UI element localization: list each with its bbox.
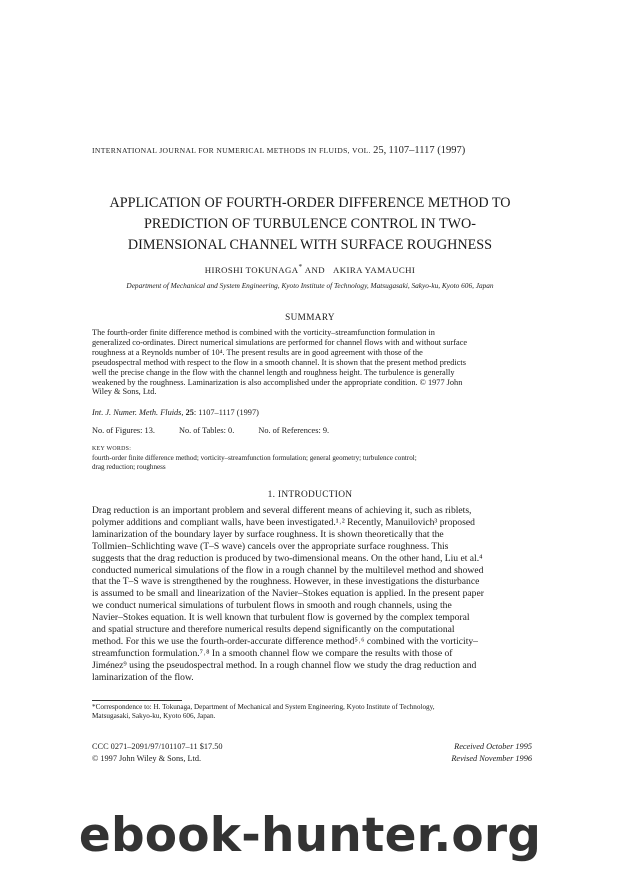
- title-line: DIMENSIONAL CHANNEL WITH SURFACE ROUGHNESS: [127, 237, 493, 253]
- body-line: conducted numerical simulations of the flow in a rough channel by the multilevel method and showed: [92, 564, 484, 576]
- body-line: laminarization of the flow.: [92, 671, 194, 683]
- footer-left: [92, 741, 223, 764]
- footnote-divider: [92, 700, 182, 701]
- keywords-line: fourth-order finite difference method; vorticity–streamfunction formulation; general geometry; turbulence control;: [92, 454, 417, 462]
- citation-pages: : 1107–1117 (1997): [193, 408, 259, 417]
- author-list: [60, 262, 560, 275]
- body-line: streamfunction formulation.⁷˒⁸ In a smooth channel flow we compare the results with those of: [92, 647, 453, 659]
- journal-name: INTERNATIONAL JOURNAL FOR NUMERICAL METHODS IN FLUIDS, VOL.: [92, 146, 371, 155]
- author-name: AKIRA YAMAUCHI: [333, 264, 416, 275]
- abstract-line: pseudospectral method with respect to the flow in a smooth channel. It is shown that the present method predicts: [92, 357, 466, 367]
- body-line: that the T–S wave is strengthened by the roughness. However, in these investigations the disturbance: [92, 576, 480, 588]
- author-conjunction: AND: [304, 264, 326, 275]
- abstract: [92, 328, 532, 397]
- tables-count: No. of Tables: 0.: [179, 426, 235, 435]
- copyright: © 1997 John Wiley & Sons, Ltd.: [92, 753, 202, 763]
- keywords-line: drag reduction; roughness: [92, 463, 166, 471]
- abstract-line: The fourth-order finite difference method is combined with the vorticity–streamfunction formulation in: [92, 328, 435, 337]
- body-line: polymer additions and compliant walls, have been investigated.¹˒² Recently, Manuilovich³ proposed: [92, 516, 475, 528]
- citation-journal: Int. J. Numer. Meth. Fluids: [92, 408, 182, 417]
- body-line: Tollmien–Schlichting wave (T–S wave) cancels over the appropriate surface roughness. This: [92, 540, 449, 552]
- abstract-line: weakened by the roughness. Laminarization is also accomplished under the appropriate condition. © 1977 John: [92, 377, 463, 387]
- revised-date: Revised November 1996: [451, 753, 532, 763]
- title-line: PREDICTION OF TURBULENCE CONTROL IN TWO-: [144, 216, 476, 232]
- keywords-label: KEY WORDS:: [92, 446, 132, 452]
- running-header: [92, 145, 532, 156]
- body-line: laminarization of the boundary layer by surface roughness. It is shown theoretically that the: [92, 528, 444, 540]
- footer-right: [451, 741, 532, 764]
- footnote: [92, 703, 532, 721]
- watermark: ebook-hunter.org: [78, 808, 542, 863]
- keywords: [92, 445, 532, 472]
- body-line: we conduct numerical simulations of turbulent flows in smooth and rough channels, using the: [92, 600, 452, 612]
- figures-count: No. of Figures: 13.: [92, 426, 155, 435]
- abstract-line: generalized co-ordinates. Direct numerical simulations are performed for channel flows with and without surface: [92, 337, 468, 347]
- body-line: and spatial structure and therefore numerical results depend significantly on the computational: [92, 624, 455, 636]
- abstract-line: roughness at a Reynolds number of 10⁴. The present results are in good agreement with those of the: [92, 347, 423, 357]
- summary-heading: SUMMARY: [285, 312, 335, 322]
- body-line: Navier–Stokes equation. It is well known that turbulent flow is governed by the complex temporal: [92, 612, 470, 624]
- body-line: Jiménez⁹ using the pseudospectral method. In a rough channel flow we study the drag reduction and: [92, 659, 477, 671]
- footnote-line: Matsugasaki, Sakyo-ku, Kyoto 606, Japan.: [92, 712, 216, 720]
- journal-pages-year: 1107–1117 (1997): [388, 145, 466, 156]
- paper-title: [60, 193, 560, 256]
- author-name: HIROSHI TOKUNAGA: [204, 264, 299, 275]
- count-line: [92, 426, 532, 435]
- body-line: suggests that the drag reduction is produced by two-dimensional means. On the other hand, Liu et al.⁴: [92, 552, 483, 564]
- abstract-line: Wiley & Sons, Ltd.: [92, 387, 157, 397]
- citation-volume: 25: [185, 408, 194, 417]
- correspondence-marker: *: [298, 262, 303, 271]
- affiliation: Department of Mechanical and System Engineering, Kyoto Institute of Technology, Matsugasaki, Sakyo-ku, Kyoto 606, Japan: [126, 281, 494, 290]
- references-count: No. of References: 9.: [258, 426, 330, 435]
- body-line: is assumed to be small and linearization of the Navier–Stokes equation is applied. In the present paper: [92, 588, 484, 600]
- journal-volume: 25,: [373, 145, 387, 156]
- citation: Int. J. Numer. Meth. Fluids, 25: 1107–1117 (1997): [92, 408, 259, 417]
- body-line: Drag reduction is an important problem and several different means of achieving it, such as riblets,: [92, 505, 472, 516]
- ccc-code: CCC 0271–2091/97/101107–11 $17.50: [92, 742, 223, 751]
- title-line: APPLICATION OF FOURTH-ORDER DIFFERENCE METHOD TO: [109, 195, 511, 211]
- footnote-line: *Correspondence to: H. Tokunaga, Department of Mechanical and System Engineering, Kyoto Institute of Technology,: [92, 703, 435, 711]
- introduction-text: [92, 505, 532, 684]
- received-date: Received October 1995: [454, 742, 532, 751]
- section-heading: 1. INTRODUCTION: [267, 490, 353, 500]
- abstract-line: well the precise change in the flow with the channel length and roughness height. The turbulence is generally: [92, 367, 455, 377]
- body-line: method. For this we use the fourth-order-accurate difference method⁵˒⁶ combined with the vorticity–: [92, 635, 478, 647]
